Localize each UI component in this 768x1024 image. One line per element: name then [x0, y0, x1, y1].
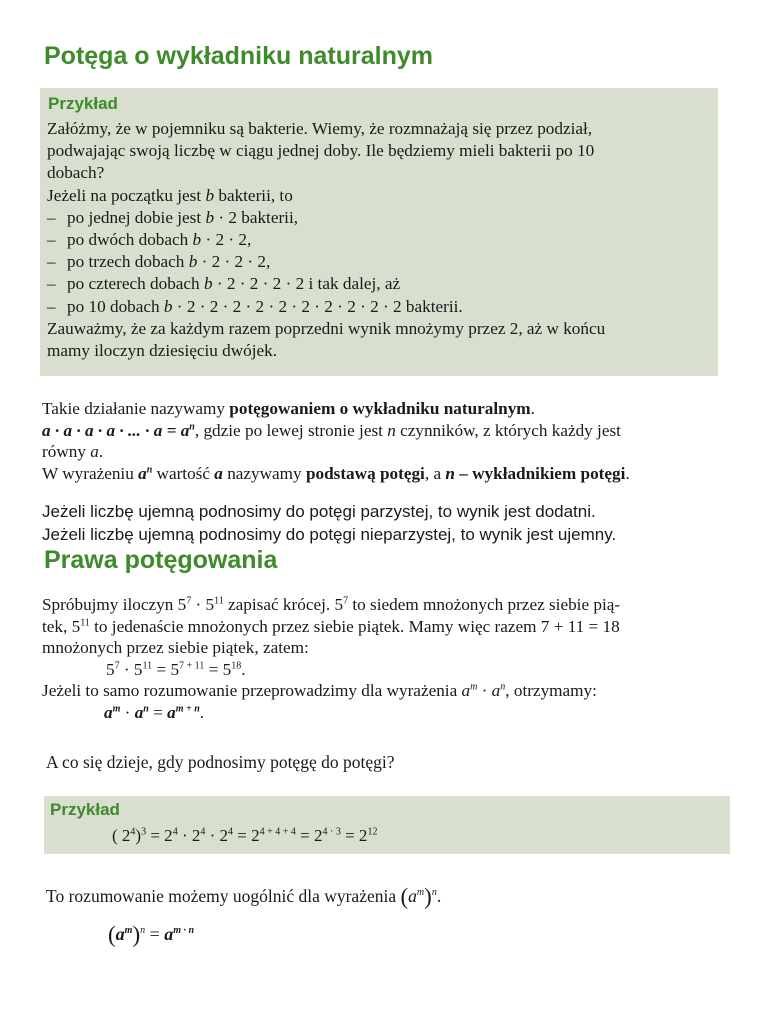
list-item: – po czterech dobach b · 2 · 2 · 2 · 2 i tak dalej, aż	[47, 274, 401, 294]
list-item: – po jednej dobie jest b · 2 bakterii,	[47, 207, 299, 227]
section-title: Prawa potęgowania	[44, 546, 278, 574]
laws-line: mnożonych przez siebie piątek, zatem:	[42, 638, 309, 657]
example-text	[47, 118, 715, 362]
example-label: Przykład	[48, 94, 118, 113]
example-label: Przykład	[50, 800, 120, 819]
laws-paragraph	[42, 594, 732, 723]
example-line: Załóżmy, że w pojemniku są bakterie. Wiemy, że rozmnażają się przez podział,	[47, 119, 593, 138]
list-item: – po trzech dobach b · 2 · 2 · 2,	[47, 252, 271, 272]
example-intro: Jeżeli na początku jest b bakterii, to	[47, 185, 293, 205]
definition-terms-line: W wyrażeniu $a^n$ wartość a nazywamy podstawą potęgi, a n – wykładnikiem potęgi.	[42, 463, 630, 483]
sign-rules	[42, 500, 732, 546]
sign-rule: Jeżeli liczbę ujemną podnosimy do potęgi parzystej, to wynik jest dodatni.	[42, 502, 596, 521]
list-item: – po 10 dobach b · 2 · 2 · 2 · 2 · 2 · 2 · 2 · 2 · 2 · 2 bakterii.	[47, 296, 463, 316]
definition-paragraph	[42, 398, 732, 484]
laws-line: tek, $5^{11}$ to jedenaście mnożonych przez siebie piątek. Mamy więc razem 7 + 11 = 18	[42, 616, 620, 636]
power-of-power-formula: $(a^m)^n = a^{m \cdot n}$	[108, 922, 195, 947]
laws-equation: $5^7 \cdot 5^{11} = 5^{7 + 11} = 5^{18}$.	[106, 659, 246, 679]
laws-result: $a^m \cdot a^n = a^{m + n}$.	[104, 702, 205, 722]
generalize-text: To rozumowanie możemy uogólnić dla wyrażenia $(a^m)^n$.	[46, 884, 442, 909]
list-item: – po dwóch dobach b · 2 · 2,	[47, 230, 252, 250]
laws-line: Jeżeli to samo rozumowanie przeprowadzimy dla wyrażenia $a^m \cdot a^n$, otrzymamy:	[42, 681, 597, 700]
question-text: A co się dzieje, gdy podnosimy potęgę do potęgi?	[46, 752, 395, 772]
laws-line: Spróbujmy iloczyn $5^7 \cdot 5^{11}$ zapisać krócej. $5^7$ to siedem mnożonych przez siebie pią-	[42, 595, 621, 614]
definition-line: Takie działanie nazywamy potęgowaniem o wykładniku naturalnym.	[42, 399, 535, 418]
example-closing: Zauważmy, że za każdym razem poprzedni wynik mnożymy przez 2, aż w końcu	[47, 318, 606, 338]
definition-formula-line: a · a · a · a · ... · $a = a^n$, gdzie po lewej stronie jest n czynników, z których każdy jest	[42, 420, 621, 440]
sign-rule: Jeżeli liczbę ujemną podnosimy do potęgi nieparzystej, to wynik jest ujemny.	[42, 525, 617, 544]
page-title: Potęga o wykładniku naturalnym	[44, 42, 433, 70]
example-line: podwajając swoją liczbę w ciągu jednej doby. Ile będziemy mieli bakterii po 10	[47, 141, 595, 161]
definition-line: równy a.	[42, 442, 104, 461]
example-closing: mamy iloczyn dziesięciu dwójek.	[47, 341, 278, 361]
example-line: dobach?	[47, 163, 105, 183]
example-box-power	[44, 796, 730, 854]
example-equation: ( $2^4)^3 = 2^4 \cdot 2^4 \cdot 2^4 = 2^{4 + 4 + 4} = 2^{4 \cdot 3} = 2^{12}$	[112, 826, 378, 845]
example-box-bacteria	[40, 88, 718, 376]
